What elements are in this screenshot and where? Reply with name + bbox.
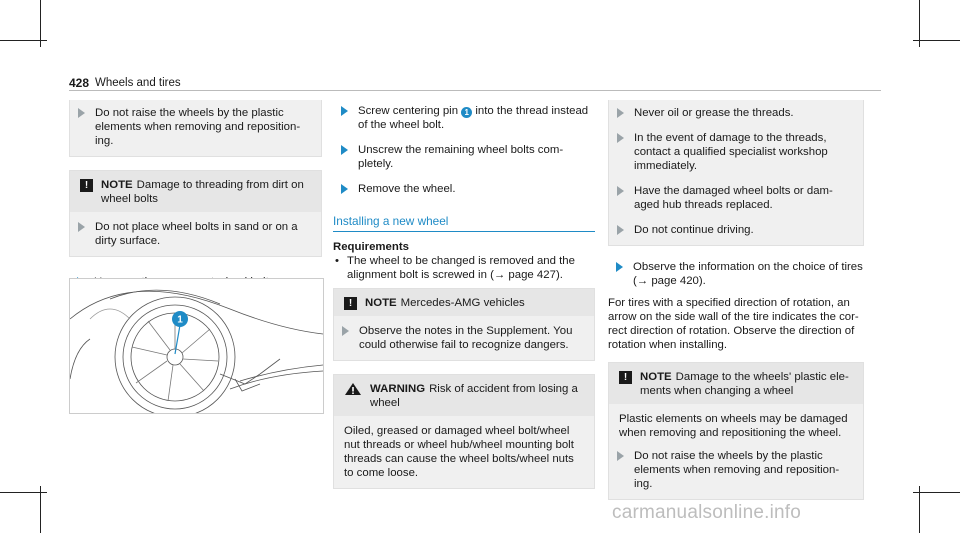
step-arrow-icon (617, 108, 624, 118)
note-title: Damage to the wheels' plastic ele-ments when changing a wheel (640, 371, 849, 397)
step-arrow-icon (78, 222, 85, 232)
note-keyword: NOTE (101, 179, 133, 191)
step-arrow-icon (616, 262, 623, 272)
page-number: 428 (69, 76, 90, 90)
note-icon: ! (80, 179, 93, 192)
step-item: Observe the notes in the Supplement. You could otherwise fail to recognize dangers. (334, 324, 584, 352)
note-keyword: NOTE (365, 297, 397, 309)
requirement-item: • The wheel to be changed is removed and the alignment bolt is screwed in (→ page 427). (335, 255, 575, 281)
figure-callout-number: 1 (177, 314, 183, 326)
section-title: Installing a new wheel (333, 214, 595, 232)
note-icon: ! (344, 297, 357, 310)
column-1 (69, 100, 322, 303)
step-item: Unscrew the remaining wheel bolts com-pletely. (333, 143, 595, 171)
continued-note-box (69, 100, 322, 157)
warning-keyword: WARNING (370, 383, 426, 395)
crop-mark (913, 492, 960, 493)
watermark: carmanualsonline.info (612, 502, 802, 523)
step-item: Have the damaged wheel bolts or dam-aged hub threads replaced. (609, 184, 853, 212)
note-header (334, 289, 594, 316)
crop-mark (919, 486, 920, 533)
note-icon: ! (619, 371, 632, 384)
step-item: Never oil or grease the threads. (609, 106, 853, 120)
warning-triangle-icon (344, 382, 362, 396)
crop-mark (0, 492, 47, 493)
wheel-illustration (69, 278, 324, 414)
continued-warning-box (608, 100, 864, 246)
note-header (70, 171, 321, 212)
crop-mark (40, 486, 41, 533)
requirements-label: Requirements (333, 241, 409, 253)
page-header-title: Wheels and tires (95, 77, 181, 89)
step-arrow-icon (78, 108, 85, 118)
warning-title: Risk of accident from losing a wheel (370, 383, 578, 409)
step-arrow-icon (341, 145, 348, 155)
step-arrow-icon (341, 106, 348, 116)
step-arrow-icon (617, 186, 624, 196)
step-item: Remove the wheel. (333, 182, 595, 196)
column-3 (608, 100, 864, 500)
note-keyword: NOTE (640, 371, 672, 383)
step-item: Screw centering pin 1 into the thread instead of the wheel bolt. (333, 104, 595, 132)
note-body: Plastic elements on wheels may be damaged when removing and repositioning the wheel. (619, 413, 848, 439)
crop-mark (913, 40, 960, 41)
step-item: Do not raise the wheels by the plastic elements when removing and reposition-ing. (70, 106, 311, 148)
step-item: Observe the information on the choice of tires (→ page 420). (608, 260, 864, 288)
column-2 (333, 100, 595, 489)
note-box (333, 288, 595, 361)
note-box (608, 362, 864, 500)
note-box (69, 170, 322, 257)
note-title: Mercedes-AMG vehicles (400, 297, 525, 309)
header-rule (69, 90, 881, 91)
wheel-drawing (70, 279, 323, 413)
crop-mark (0, 40, 47, 41)
step-arrow-icon (617, 225, 624, 235)
step-item: Do not raise the wheels by the plastic elements when removing and reposition-ing. (609, 449, 853, 491)
step-arrow-icon (617, 133, 624, 143)
paragraph: For tires with a specified direction of rotation, an arrow on the side wall of the tire indicates the cor-rect direction of rotation. Observe the direction of rotation when installing. (608, 297, 859, 351)
step-item: In the event of damage to the threads, contact a qualified specialist workshop immediately. (609, 131, 853, 173)
warning-header (334, 375, 594, 416)
note-header (609, 363, 863, 404)
step-arrow-icon (341, 184, 348, 194)
step-item: Do not continue driving. (609, 223, 853, 237)
step-arrow-icon (617, 451, 624, 461)
callout-badge: 1 (461, 107, 472, 118)
step-item: Do not place wheel bolts in sand or on a dirty surface. (70, 220, 311, 248)
warning-body: Oiled, greased or damaged wheel bolt/wheel nut threads or wheel hub/wheel mounting bolt threads can cause the wheel bolts/wheel nuts to come loose. (344, 425, 574, 479)
warning-box (333, 374, 595, 489)
step-arrow-icon (342, 326, 349, 336)
note-title: Damage to threading from dirt on wheel bolts (101, 179, 304, 205)
